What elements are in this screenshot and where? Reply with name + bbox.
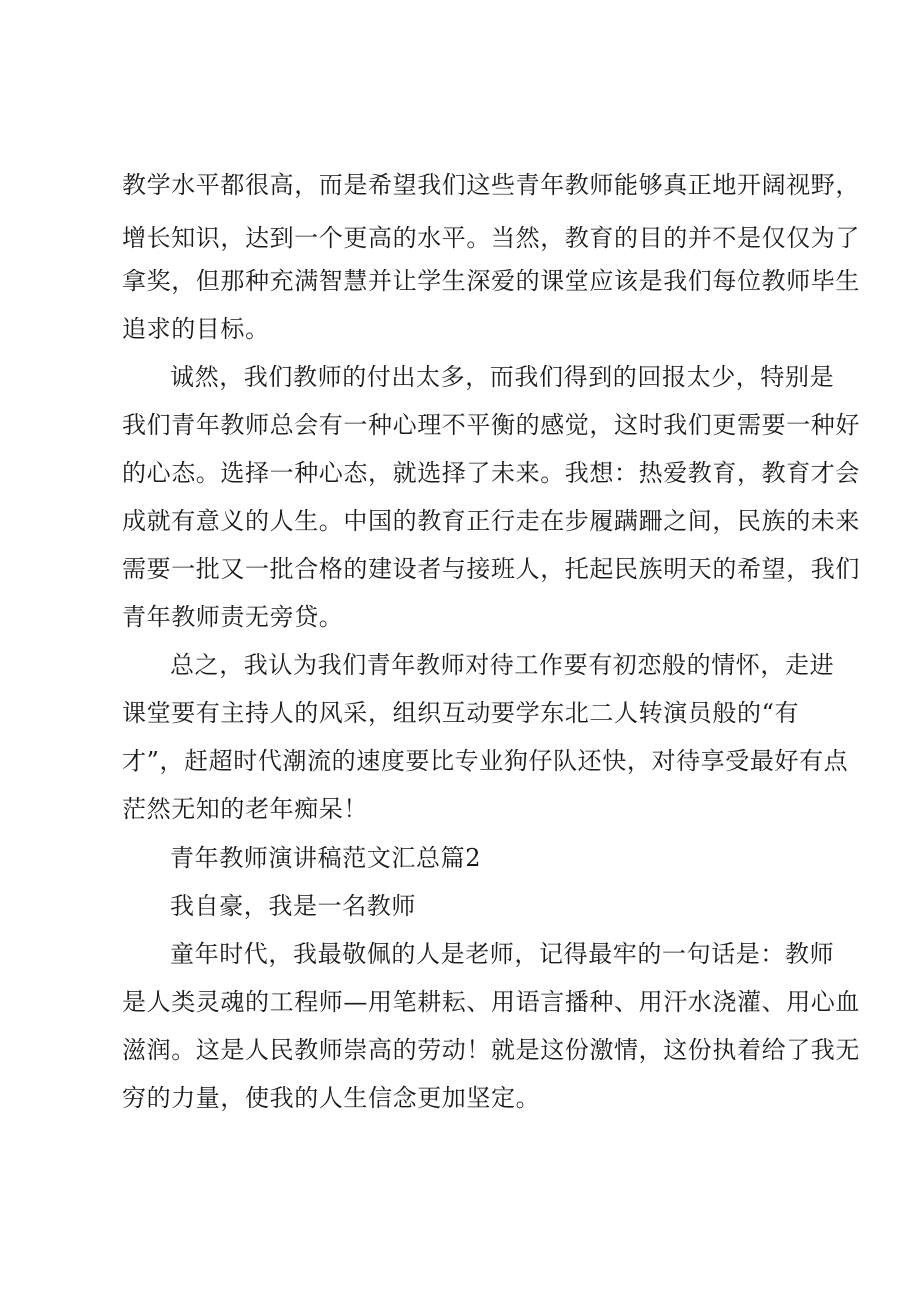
paragraph-2-line-6: 青年教师责无旁贷。	[122, 603, 344, 631]
paragraph-3-line-3: 才”，赶超时代潮流的速度要比专业狗仔队还快，对待享受最好有点	[122, 747, 849, 775]
paragraph-4-line-2: 是人类灵魂的工程师—用笔耕耘、用语言播种、用汗水浇灌、用心血	[122, 988, 860, 1016]
paragraph-2-line-5: 需要一批又一批合格的建设者与接班人，托起民族明天的希望，我们	[122, 555, 860, 583]
paragraph-4-line-1: 童年时代，我最敬佩的人是老师，记得最牢的一句话是：教师	[170, 940, 835, 968]
speech-title: 我自豪，我是一名教师	[170, 892, 416, 920]
paragraph-4-line-4: 穷的力量，使我的人生信念更加坚定。	[122, 1084, 541, 1112]
paragraph-2-line-3: 的心态。选择一种心态，就选择了未来。我想：热爱教育，教育才会	[122, 459, 860, 487]
paragraph-2-line-4: 成就有意义的人生。中国的教育正行走在步履蹒跚之间，民族的未来	[122, 507, 860, 535]
paragraph-1-line-1: 教学水平都很高，而是希望我们这些青年教师能够真正地开阔视野，	[122, 171, 860, 199]
paragraph-1-line-2: 增长知识，达到一个更高的水平。当然，教育的目的并不是仅仅为了	[122, 224, 860, 252]
section-heading: 青年教师演讲稿范文汇总篇2	[170, 844, 482, 872]
paragraph-1-line-4: 追求的目标。	[122, 315, 270, 343]
paragraph-3-line-2: 课堂要有主持人的风采，组织互动要学东北二人转演员般的“有	[122, 699, 800, 727]
paragraph-4-line-3: 滋润。这是人民教师崇高的劳动！就是这份激情，这份执着给了我无	[122, 1036, 860, 1064]
paragraph-3-line-1: 总之，我认为我们青年教师对待工作要有初恋般的情怀，走进	[170, 651, 835, 679]
paragraph-3-line-4: 茫然无知的老年痴呆！	[122, 795, 368, 823]
paragraph-2-line-1: 诚然，我们教师的付出太多，而我们得到的回报太少，特别是	[170, 363, 835, 391]
paragraph-1-line-3: 拿奖，但那种充满智慧并让学生深爱的课堂应该是我们每位教师毕生	[122, 267, 860, 295]
paragraph-2-line-2: 我们青年教师总会有一种心理不平衡的感觉，这时我们更需要一种好	[122, 411, 860, 439]
